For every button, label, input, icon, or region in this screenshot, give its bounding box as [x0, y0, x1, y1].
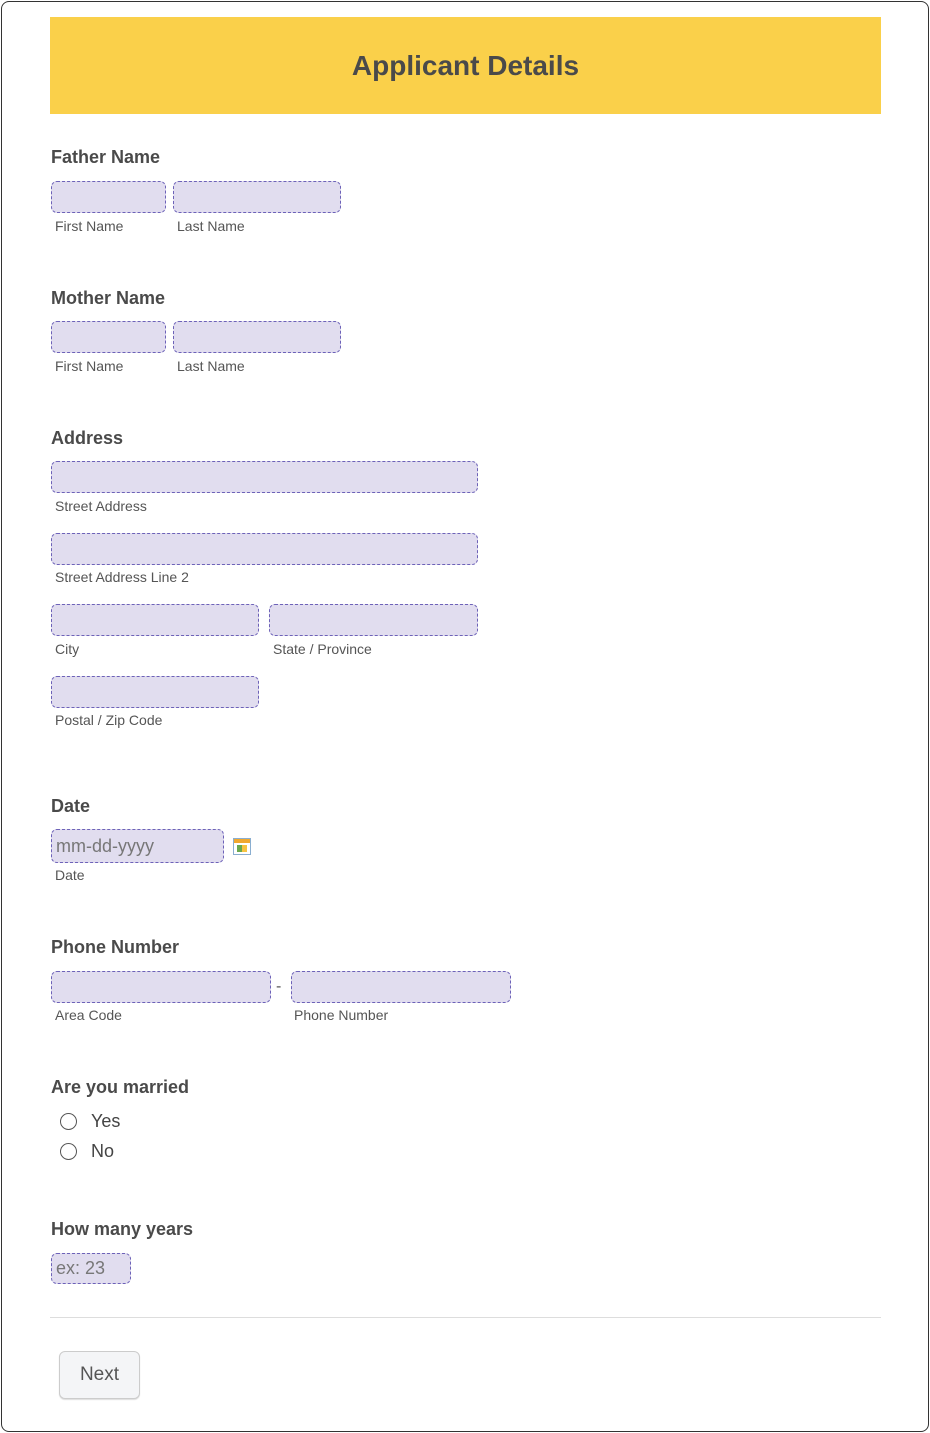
married-no-label[interactable]: No [91, 1141, 115, 1161]
street-address-2-input[interactable] [51, 533, 478, 565]
state-input[interactable] [269, 604, 478, 636]
city-input[interactable] [51, 604, 259, 636]
mother-first-name-input[interactable] [51, 321, 166, 353]
divider [50, 1317, 881, 1318]
father-last-name-input[interactable] [173, 181, 341, 213]
calendar-icon[interactable] [233, 838, 251, 855]
mother-name-label: Mother Name [51, 288, 166, 308]
father-last-sublabel: Last Name [177, 218, 245, 234]
father-first-sublabel: First Name [55, 218, 124, 234]
city-sublabel: City [55, 641, 80, 657]
date-sublabel: Date [55, 867, 85, 883]
postal-code-sublabel: Postal / Zip Code [55, 712, 163, 728]
street-address-sublabel: Street Address [55, 498, 147, 514]
date-label: Date [51, 796, 91, 816]
married-yes-label[interactable]: Yes [91, 1111, 121, 1131]
state-sublabel: State / Province [273, 641, 372, 657]
street-address-2-sublabel: Street Address Line 2 [55, 569, 189, 585]
phone-label: Phone Number [51, 937, 180, 957]
married-no-radio[interactable] [60, 1143, 77, 1160]
next-button[interactable]: Next [59, 1351, 140, 1399]
form-title: Applicant Details [351, 49, 580, 81]
address-label: Address [51, 428, 124, 448]
years-input[interactable] [51, 1253, 131, 1284]
phone-number-input[interactable] [291, 971, 511, 1003]
area-code-input[interactable] [51, 971, 271, 1003]
form-header [50, 17, 881, 114]
street-address-input[interactable] [51, 461, 478, 493]
married-label: Are you married [51, 1077, 190, 1097]
postal-code-input[interactable] [51, 676, 259, 708]
mother-first-sublabel: First Name [55, 358, 124, 374]
married-yes-radio[interactable] [60, 1113, 77, 1130]
phone-separator: - [276, 978, 282, 995]
area-code-sublabel: Area Code [55, 1007, 122, 1023]
father-first-name-input[interactable] [51, 181, 166, 213]
phone-number-sublabel: Phone Number [294, 1007, 389, 1023]
mother-last-name-input[interactable] [173, 321, 341, 353]
date-input[interactable] [51, 829, 224, 863]
father-name-label: Father Name [51, 147, 161, 167]
years-label: How many years [51, 1219, 194, 1239]
mother-last-sublabel: Last Name [177, 358, 245, 374]
